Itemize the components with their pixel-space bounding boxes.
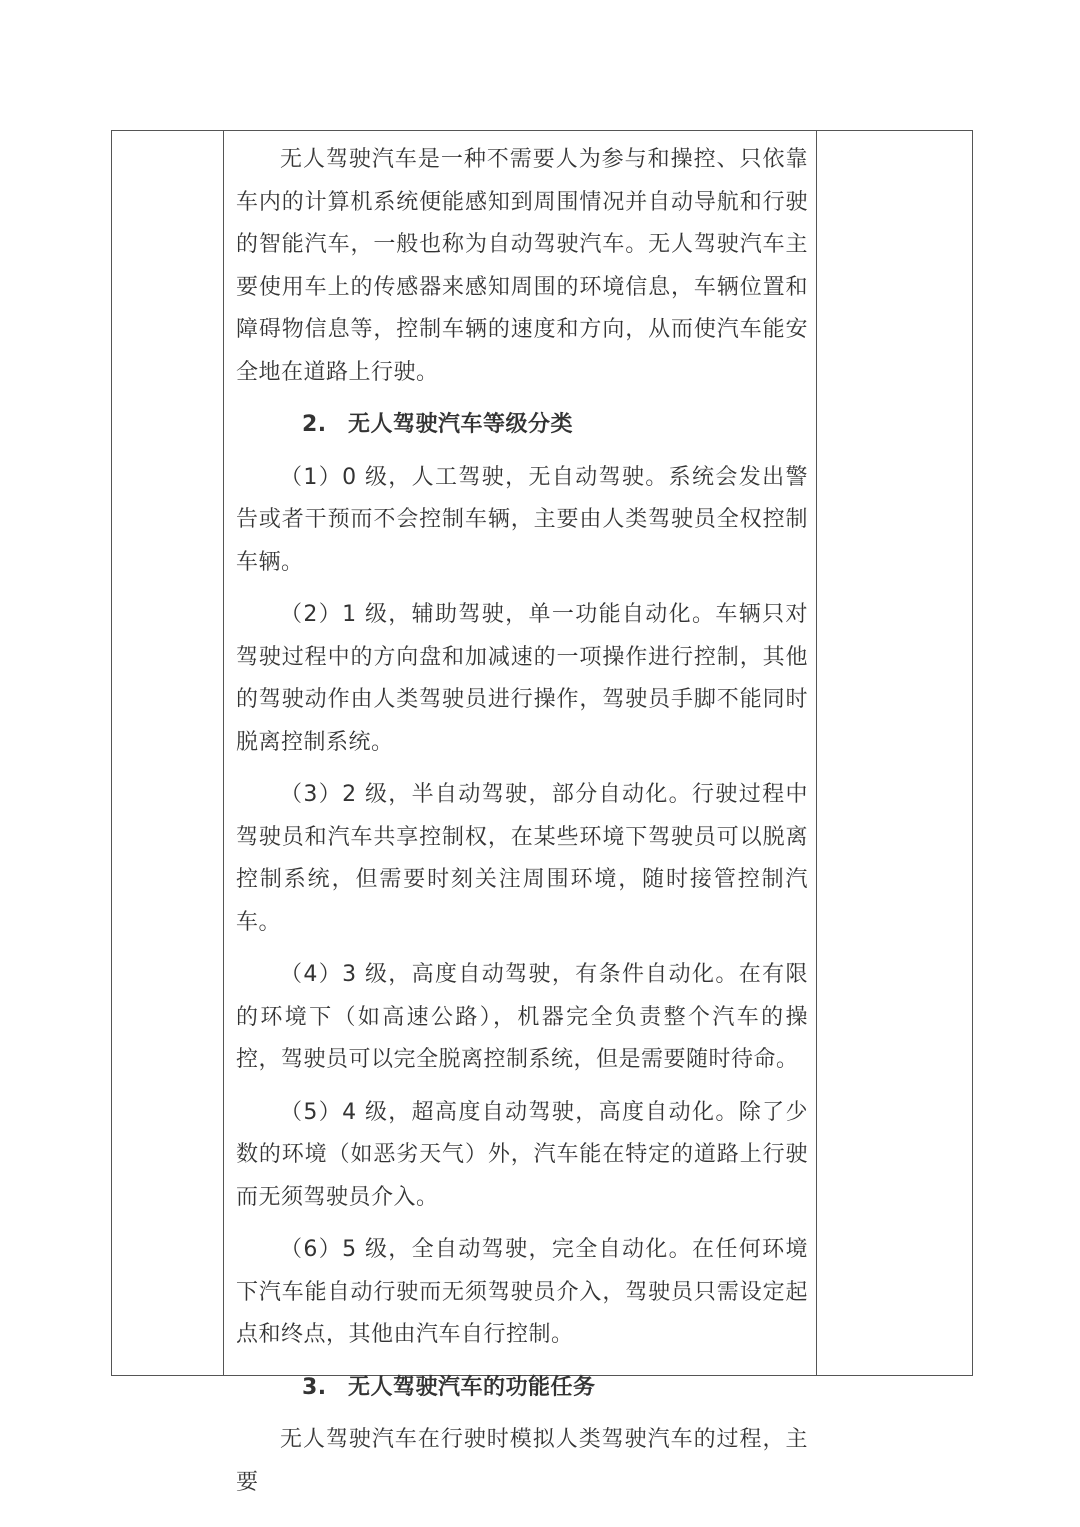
table-content-column [224, 131, 818, 1495]
level-paragraph: （2）1 级，辅助驾驶，单一功能自动化。车辆只对驾驶过程中的方向盘和加减速的一项操作进行控制，其他的驾驶动作由人类驾驶员进行操作，驾驶员手脚不能同时脱离控制系统。 [236, 602, 808, 755]
section-heading-3 [236, 1367, 808, 1410]
level-paragraph: （1）0 级，人工驾驶，无自动驾驶。系统会发出警告或者干预而不会控制车辆，主要由人类驾驶员全权控制车辆。 [236, 464, 808, 575]
level-paragraph: （4）3 级，高度自动驾驶，有条件自动化。在有限的环境下（如高速公路），机器完全负责整个汽车的操控，驾驶员可以完全脱离控制系统，但是需要随时待命。 [236, 962, 808, 1072]
section-title: 无人驾驶汽车的功能任务 [348, 1374, 596, 1400]
level-paragraph: （5）4 级，超高度自动驾驶，高度自动化。除了少数的环境（如恶劣天气）外，汽车能在特定的道路上行驶而无须驾驶员介入。 [236, 1099, 808, 1210]
section-heading-2 [236, 404, 808, 447]
document-table [111, 130, 973, 1495]
level-paragraph: （6）5 级，全自动驾驶，完全自动化。在任何环境下汽车能自动行驶而无须驾驶员介入，驾驶员只需设定起点和终点，其他由汽车自行控制。 [236, 1237, 808, 1347]
section-number: 2. [302, 412, 327, 437]
section3-intro-paragraph: 无人驾驶汽车在行驶时模拟人类驾驶汽车的过程，主要 [236, 1427, 808, 1495]
intro-paragraph: 无人驾驶汽车是一种不需要人为参与和操控、只依靠车内的计算机系统便能感知到周围情况并自动导航和行驶的智能汽车，一般也称为自动驾驶汽车。无人驾驶汽车主要使用车上的传感器来感知周围的环境信息，车辆位置和障碍物信息等，控制车辆的速度和方向，从而使汽车能安全地在道路上行驶。 [236, 147, 808, 385]
section-title: 无人驾驶汽车等级分类 [348, 412, 574, 437]
table-right-column [816, 131, 972, 1375]
section-number: 3. [302, 1374, 327, 1400]
table-left-column [112, 131, 224, 1375]
level-paragraph: （3）2 级，半自动驾驶，部分自动化。行驶过程中驾驶员和汽车共享控制权，在某些环境下驾驶员可以脱离控制系统，但需要时刻关注周围环境，随时接管控制汽车。 [236, 782, 808, 935]
